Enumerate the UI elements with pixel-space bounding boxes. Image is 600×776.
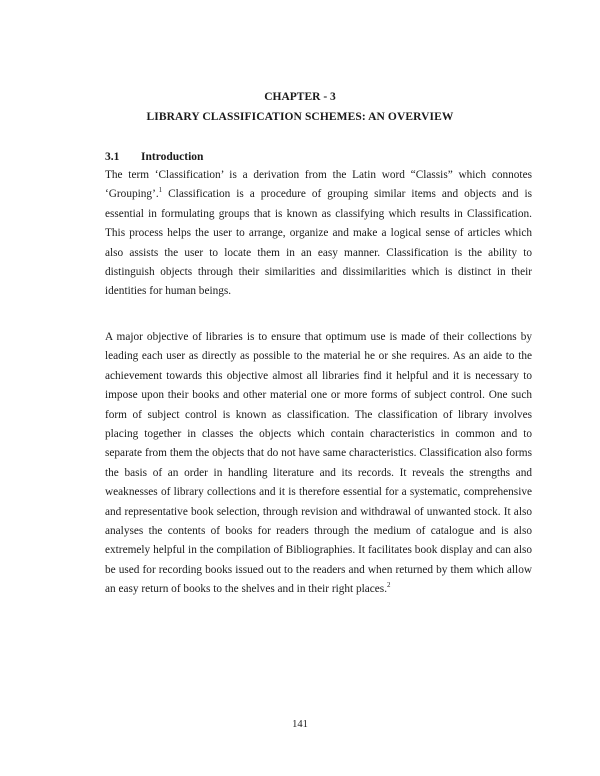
chapter-title: LIBRARY CLASSIFICATION SCHEMES: AN OVERVIEW <box>146 111 454 123</box>
paragraph-text: A major objective of libraries is to ensure that optimum use is made of their collections by leading each user as directly as possible to the material he or she requires. As an aide to the achievement towards this objective almost all libraries find it helpful and it is necessary to impose upon their books and other material one or more forms of subject control. One such form of subject control is known as classification. The classification of library involves placing together in classes the objects which contain characteristics in common and to separate from them the objects that do not have same characteristics. Classification also forms the basis of an order in handling literature and its records. It reveals the strengths and weaknesses of library collections and it is therefore essential for a systematic, comprehensive and representative book selection, through revision and withdrawal of unwanted stock. It also analyses the contents of books for readers through the medium of catalogue and is also extremely helpful in the compilation of Bibliographies. It facilitates book display and can also be used for recording books issued out to the readers and when returned by them which allow an easy return of books to the shelves and in their right places. <box>105 331 532 596</box>
section-number: 3.1 <box>105 151 120 163</box>
chapter-label: CHAPTER - 3 <box>264 91 336 103</box>
page-number: 141 <box>292 719 308 730</box>
footnote-marker: 2 <box>387 581 391 590</box>
paragraph-text: The term ‘Classification’ is a derivation from the Latin word “Classis” which connotes ‘Grouping’. <box>105 169 532 201</box>
paragraph <box>105 166 532 302</box>
paragraph-text: Classification is a procedure of grouping similar items and objects and is essential in formulating groups that is known as classifying which results in Classification. This process helps the user to arrange, organize and make a logical sense of articles which also assists the user to locate them in an easy manner. Classification is the ability to distinguish objects through their similarities and dissimilarities which is distinct in their identities for human beings. <box>105 188 532 298</box>
section-heading <box>105 150 203 164</box>
footnote-marker: 1 <box>158 186 163 195</box>
paragraph <box>105 328 532 600</box>
section-title: Introduction <box>141 151 204 163</box>
